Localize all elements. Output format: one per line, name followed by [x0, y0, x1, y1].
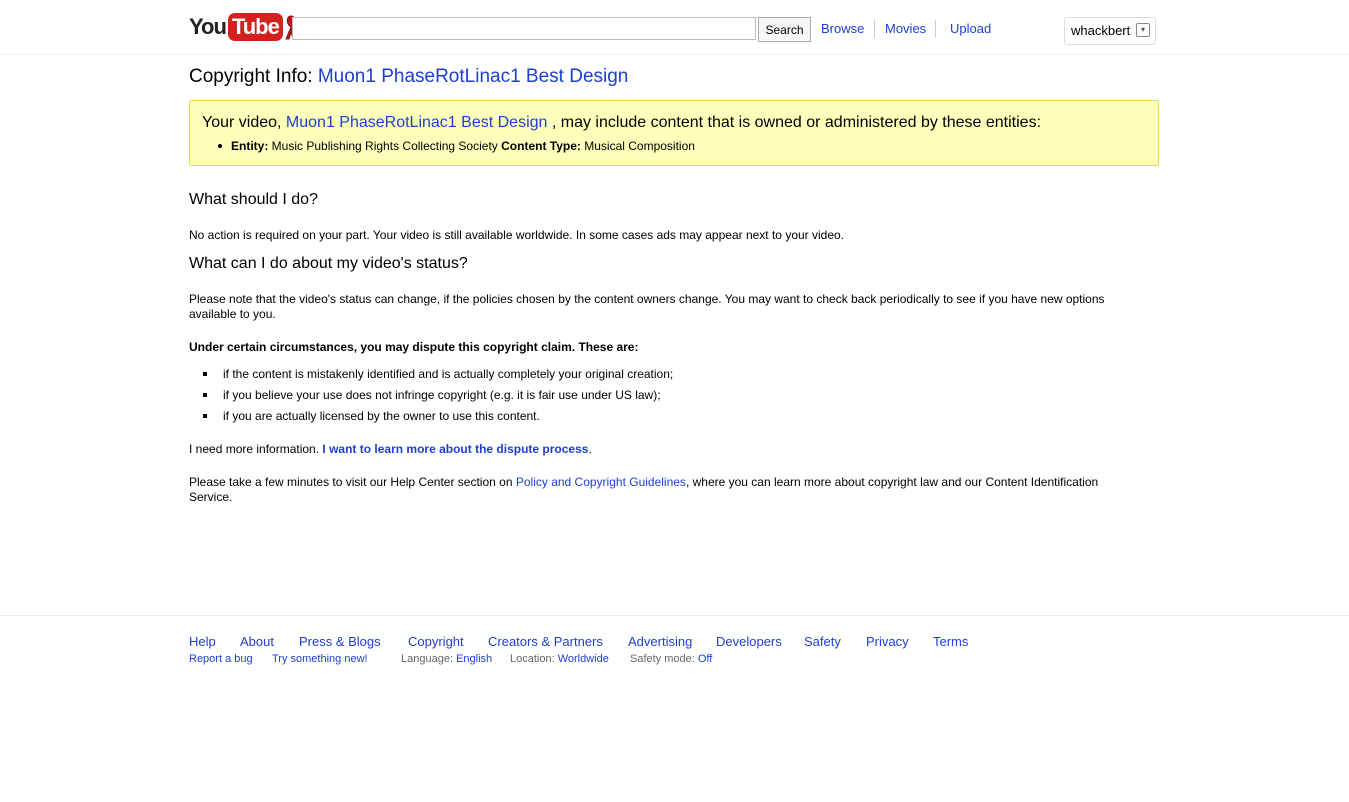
- nav-divider: [935, 20, 936, 38]
- logo-tube-text: Tube: [228, 13, 283, 41]
- dispute-item-text: if the content is mistakenly identified and is actually completely your original creation;: [223, 367, 674, 381]
- more-info-pre: I need more information.: [189, 442, 323, 456]
- dispute-list-item: [203, 409, 540, 423]
- footer-link-safety[interactable]: Safety: [804, 634, 841, 649]
- footer-link-privacy[interactable]: Privacy: [866, 634, 909, 649]
- title-prefix: Copyright Info:: [189, 66, 318, 87]
- notice-video-link[interactable]: Muon1 PhaseRotLinac1 Best Design: [285, 114, 548, 131]
- footer-link-help[interactable]: Help: [189, 634, 216, 649]
- bullet-icon: [203, 372, 207, 376]
- nav-upload[interactable]: Upload: [950, 21, 992, 36]
- search-input[interactable]: [292, 17, 756, 40]
- location-setting: [510, 653, 609, 665]
- help-center-paragraph: [189, 475, 1139, 505]
- nav-browse[interactable]: Browse: [821, 21, 865, 36]
- location-link[interactable]: Worldwide: [557, 653, 609, 665]
- language-setting: [401, 653, 492, 665]
- more-info-post: .: [588, 442, 592, 456]
- section2-text: Please note that the video's status can change, if the policies chosen by the content owners change. You may want to check back periodically to see if you have new options available to you.: [189, 292, 1105, 321]
- more-info-line: [189, 442, 1139, 457]
- location-label: Location:: [510, 653, 558, 665]
- footer-link-creators-partners[interactable]: Creators & Partners: [488, 634, 603, 649]
- notice-post: , may include content that is owned or administered by these entities:: [547, 114, 1042, 131]
- dispute-heading: Under certain circumstances, you may dispute this copyright claim. These are:: [189, 340, 639, 354]
- content-type-value: Musical Composition: [580, 139, 695, 153]
- logo-you-text: You: [189, 14, 226, 39]
- username: whackbert: [1071, 23, 1131, 38]
- footer-link-advertising[interactable]: Advertising: [628, 634, 693, 649]
- footer-divider: [0, 615, 1349, 616]
- language-link[interactable]: English: [456, 653, 493, 665]
- policy-guidelines-link[interactable]: Policy and Copyright Guidelines: [515, 475, 686, 489]
- footer-link-copyright[interactable]: Copyright: [408, 634, 464, 649]
- help-pre: Please take a few minutes to visit our Help Center section on: [189, 475, 516, 489]
- notice-text: [202, 114, 1041, 132]
- dispute-item-text: if you are actually licensed by the owner to use this content.: [223, 409, 540, 423]
- safety-mode-label: Safety mode:: [630, 653, 698, 665]
- page-title: [189, 66, 628, 88]
- bullet-icon: [203, 393, 207, 397]
- entity-label: Entity:: [231, 139, 269, 153]
- dispute-list-item: [203, 367, 673, 381]
- footer-link-terms[interactable]: Terms: [933, 634, 969, 649]
- entity-value: Music Publishing Rights Collecting Society: [268, 139, 502, 153]
- section-heading-video-status: What can I do about my video's status?: [189, 255, 468, 272]
- notice-pre: Your video,: [202, 114, 286, 131]
- section-heading-what-should-i-do: What should I do?: [189, 191, 318, 208]
- dispute-list-item: [203, 388, 661, 402]
- youtube-logo[interactable]: [189, 12, 298, 42]
- chevron-down-icon[interactable]: ▾: [1136, 23, 1150, 37]
- bullet-icon: [218, 144, 222, 148]
- content-type-label: Content Type:: [501, 139, 581, 153]
- entity-list-item: [218, 139, 695, 153]
- footer-link-about[interactable]: About: [240, 634, 274, 649]
- try-something-new-link[interactable]: Try something new!: [272, 653, 368, 665]
- dispute-process-link[interactable]: I want to learn more about the dispute process: [322, 442, 589, 456]
- section1-text: No action is required on your part. Your video is still available worldwide. In some cases ads may appear next to your video.: [189, 228, 845, 242]
- report-bug-link[interactable]: Report a bug: [189, 653, 253, 665]
- user-menu[interactable]: [1064, 17, 1156, 45]
- title-video-link[interactable]: Muon1 PhaseRotLinac1 Best Design: [317, 66, 629, 87]
- bullet-icon: [203, 414, 207, 418]
- help-post: , where you can learn more about copyright law and our Content Identification Service.: [189, 475, 1099, 504]
- search-button[interactable]: Search: [758, 17, 811, 42]
- nav-movies[interactable]: Movies: [885, 21, 927, 36]
- safety-mode-link[interactable]: Off: [697, 653, 713, 665]
- footer-link-developers[interactable]: Developers: [716, 634, 782, 649]
- dispute-item-text: if you believe your use does not infringe copyright (e.g. it is fair use under US law);: [223, 388, 661, 402]
- top-header: [0, 0, 1349, 55]
- language-label: Language:: [401, 653, 457, 665]
- footer-link-press-blogs[interactable]: Press & Blogs: [299, 634, 381, 649]
- copyright-notice-box: [189, 100, 1159, 166]
- nav-divider: [874, 20, 875, 38]
- safety-mode-setting: [630, 653, 712, 665]
